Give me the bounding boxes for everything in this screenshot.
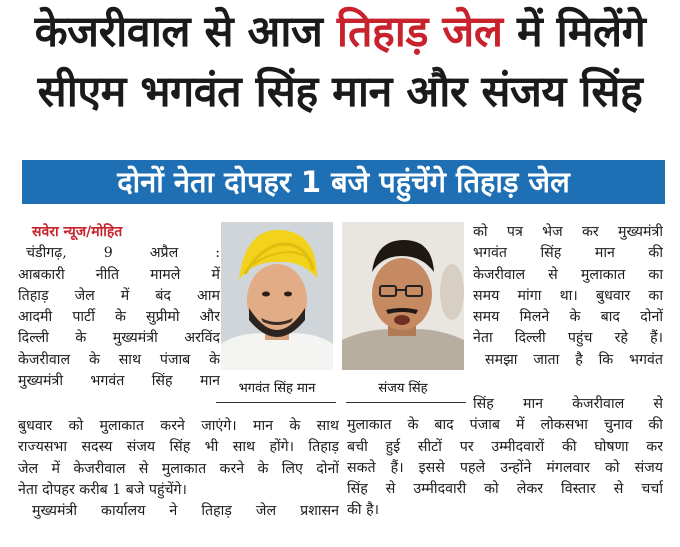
body-line: भगवंत सिंह मान की [473, 245, 663, 262]
body-line: को पत्र भेज कर मुख्यमंत्री [473, 224, 663, 240]
body-line: दिल्ली के मुख्यमंत्री अरविंद [18, 330, 220, 347]
portrait-turban-icon [221, 222, 333, 370]
portrait-man-icon [342, 222, 464, 370]
body-line: नेता दोपहर करीब 1 बजे पहुंचेंगे। [18, 481, 187, 498]
right-wide-text [347, 394, 663, 522]
left-column [18, 222, 220, 392]
body-line: मुख्यमंत्री कार्यालय ने तिहाड़ जेल प्रशासन [32, 503, 339, 520]
headline-line-1 [0, 4, 680, 60]
headline-highlight: तिहाड़ जेल [336, 7, 503, 57]
body-line: सिंह मान केजरीवाल से [473, 396, 663, 412]
body-line: समय मांगा था। बुधवार का [473, 287, 663, 304]
body-line: राज्यसभा सदस्य संजय सिंह भी साथ होंगे। तिहाड़ [18, 439, 339, 456]
headline-line-2: सीएम भगवंत सिंह मान और संजय सिंह [37, 67, 643, 117]
body-line: जेल में केजरीवाल से मुलाकात करने के लिए दोनों [18, 460, 339, 477]
subheadline-banner: दोनों नेता दोपहर 1 बजे पहुंचेंगे तिहाड़ जेल [22, 160, 665, 204]
caption-mann: भगवंत सिंह मान [238, 381, 316, 396]
body-line: बुधवार को मुलाकात करने जाएंगे। मान के साथ [18, 418, 339, 434]
body-line: सिंह से उम्मीदवारी को लेकर विस्तार से चर्चा [347, 481, 663, 498]
body-line: की है। [347, 502, 379, 519]
caption-sanjay: संजय सिंह [378, 381, 428, 396]
headline-part-1: केजरीवाल से आज [34, 7, 337, 57]
body-line: बची हुई सीटों पर उम्मीदवारों की घोषणा कर [347, 438, 663, 455]
body-line: समझा जाता है कि भगवंत [485, 351, 663, 368]
dateline: चंडीगढ़, 9 अप्रैल : [26, 245, 220, 262]
divider [216, 402, 336, 403]
photo-sanjay-singh [342, 222, 464, 370]
body-line: समय मिलने के बाद दोनों [473, 309, 663, 326]
body-line: आदमी पार्टी के सुप्रीमो और [18, 309, 220, 326]
body-line: नेता दिल्ली पहुंच रहे हैं। [473, 330, 663, 347]
body-line: केजरीवाल से मुलाकात का [473, 266, 663, 283]
photo-bhagwant-mann [221, 222, 333, 370]
left-wide-text [18, 416, 339, 522]
body-line: मुलाकात के बाद पंजाब में लोकसभा चुनाव की [347, 417, 663, 434]
body-line: केजरीवाल के साथ पंजाब के [18, 351, 220, 368]
body-line: तिहाड़ जेल में बंद आम [18, 287, 220, 304]
headline-part-2: में मिलेंगे [502, 7, 646, 57]
byline: सवेरा न्यूज/मोहित [32, 224, 123, 240]
body-line: सकते हैं। इससे पहले उन्होंने मंगलवार को संजय [347, 459, 663, 476]
body-line: आबकारी नीति मामले में [18, 266, 220, 283]
body-line: मुख्यमंत्री भगवंत सिंह मान [18, 373, 220, 390]
right-column [473, 222, 663, 371]
